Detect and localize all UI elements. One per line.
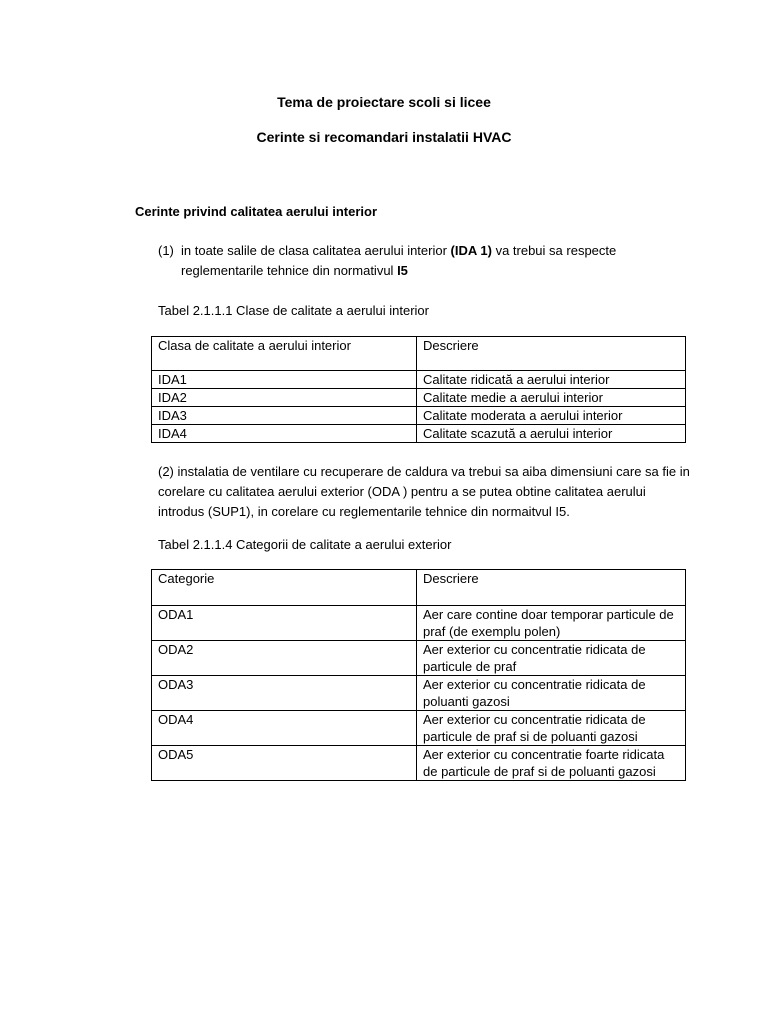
table-cell: IDA1 [152, 371, 417, 389]
table2 [151, 569, 686, 781]
table-cell: ODA4 [152, 711, 417, 746]
table-row [152, 371, 686, 389]
table-cell: Calitate scazută a aerului interior [417, 425, 686, 443]
req2-line-3: introdus (SUP1), in corelare cu reglementarile tehnice din normaitvul I5. [158, 504, 570, 519]
table-cell: ODA2 [152, 641, 417, 676]
title-line-1: Tema de proiectare scoli si licee [277, 94, 491, 110]
table1 [151, 336, 686, 443]
section-heading: Cerinte privind calitatea aerului interior [135, 204, 378, 219]
table-cell: ODA1 [152, 606, 417, 641]
table-row [152, 746, 686, 781]
table-cell: Calitate ridicată a aerului interior [417, 371, 686, 389]
table1-header-row [152, 337, 686, 371]
table2-header-cell: Descriere [417, 570, 686, 606]
table-row [152, 606, 686, 641]
table-cell: ODA5 [152, 746, 417, 781]
table-cell: Calitate moderata a aerului interior [417, 407, 686, 425]
table-row [152, 711, 686, 746]
table-cell: IDA4 [152, 425, 417, 443]
req1-bold-a: (IDA 1) [450, 243, 492, 258]
title-line-2: Cerinte si recomandari instalatii HVAC [256, 129, 512, 145]
table-row [152, 676, 686, 711]
req1-text-a: in toate salile de clasa calitatea aerului interior [181, 243, 451, 258]
table1-header-cell: Descriere [417, 337, 686, 371]
table-cell: IDA3 [152, 407, 417, 425]
req2-paragraph [158, 462, 718, 522]
table-cell: Aer exterior cu concentratie ridicata de particule de praf [417, 641, 686, 676]
table-cell: Aer exterior cu concentratie ridicata de poluanti gazosi [417, 676, 686, 711]
table-row [152, 641, 686, 676]
table-cell: Aer care contine doar temporar particule de praf (de exemplu polen) [417, 606, 686, 641]
req1-number: (1) [158, 243, 174, 258]
table-cell: IDA2 [152, 389, 417, 407]
req2-line-2: corelare cu calitatea aerului exterior (ODA ) pentru a se putea obtine calitatea aerului [158, 484, 646, 499]
table2-header-row [152, 570, 686, 606]
table2-caption: Tabel 2.1.1.4 Categorii de calitate a aerului exterior [158, 537, 452, 552]
table2-header-cell: Categorie [152, 570, 417, 606]
table-cell: ODA3 [152, 676, 417, 711]
table-row [152, 425, 686, 443]
table-cell: Aer exterior cu concentratie foarte ridicata de particule de praf si de poluanti gazosi [417, 746, 686, 781]
req1-bold-b: I5 [397, 263, 408, 278]
req2-line-1: (2) instalatia de ventilare cu recuperare de caldura va trebui sa aiba dimensiuni care sa fie in [158, 464, 690, 479]
table-row [152, 407, 686, 425]
table-row [152, 389, 686, 407]
table1-header-cell: Clasa de calitate a aerului interior [152, 337, 417, 371]
req1-text-c: reglementarile tehnice din normativul [181, 263, 398, 278]
req1-paragraph [181, 241, 701, 281]
table-cell: Aer exterior cu concentratie ridicata de particule de praf si de poluanti gazosi [417, 711, 686, 746]
table1-caption: Tabel 2.1.1.1 Clase de calitate a aerului interior [158, 303, 429, 318]
table-cell: Calitate medie a aerului interior [417, 389, 686, 407]
req1-text-b: va trebui sa respecte [491, 243, 617, 258]
